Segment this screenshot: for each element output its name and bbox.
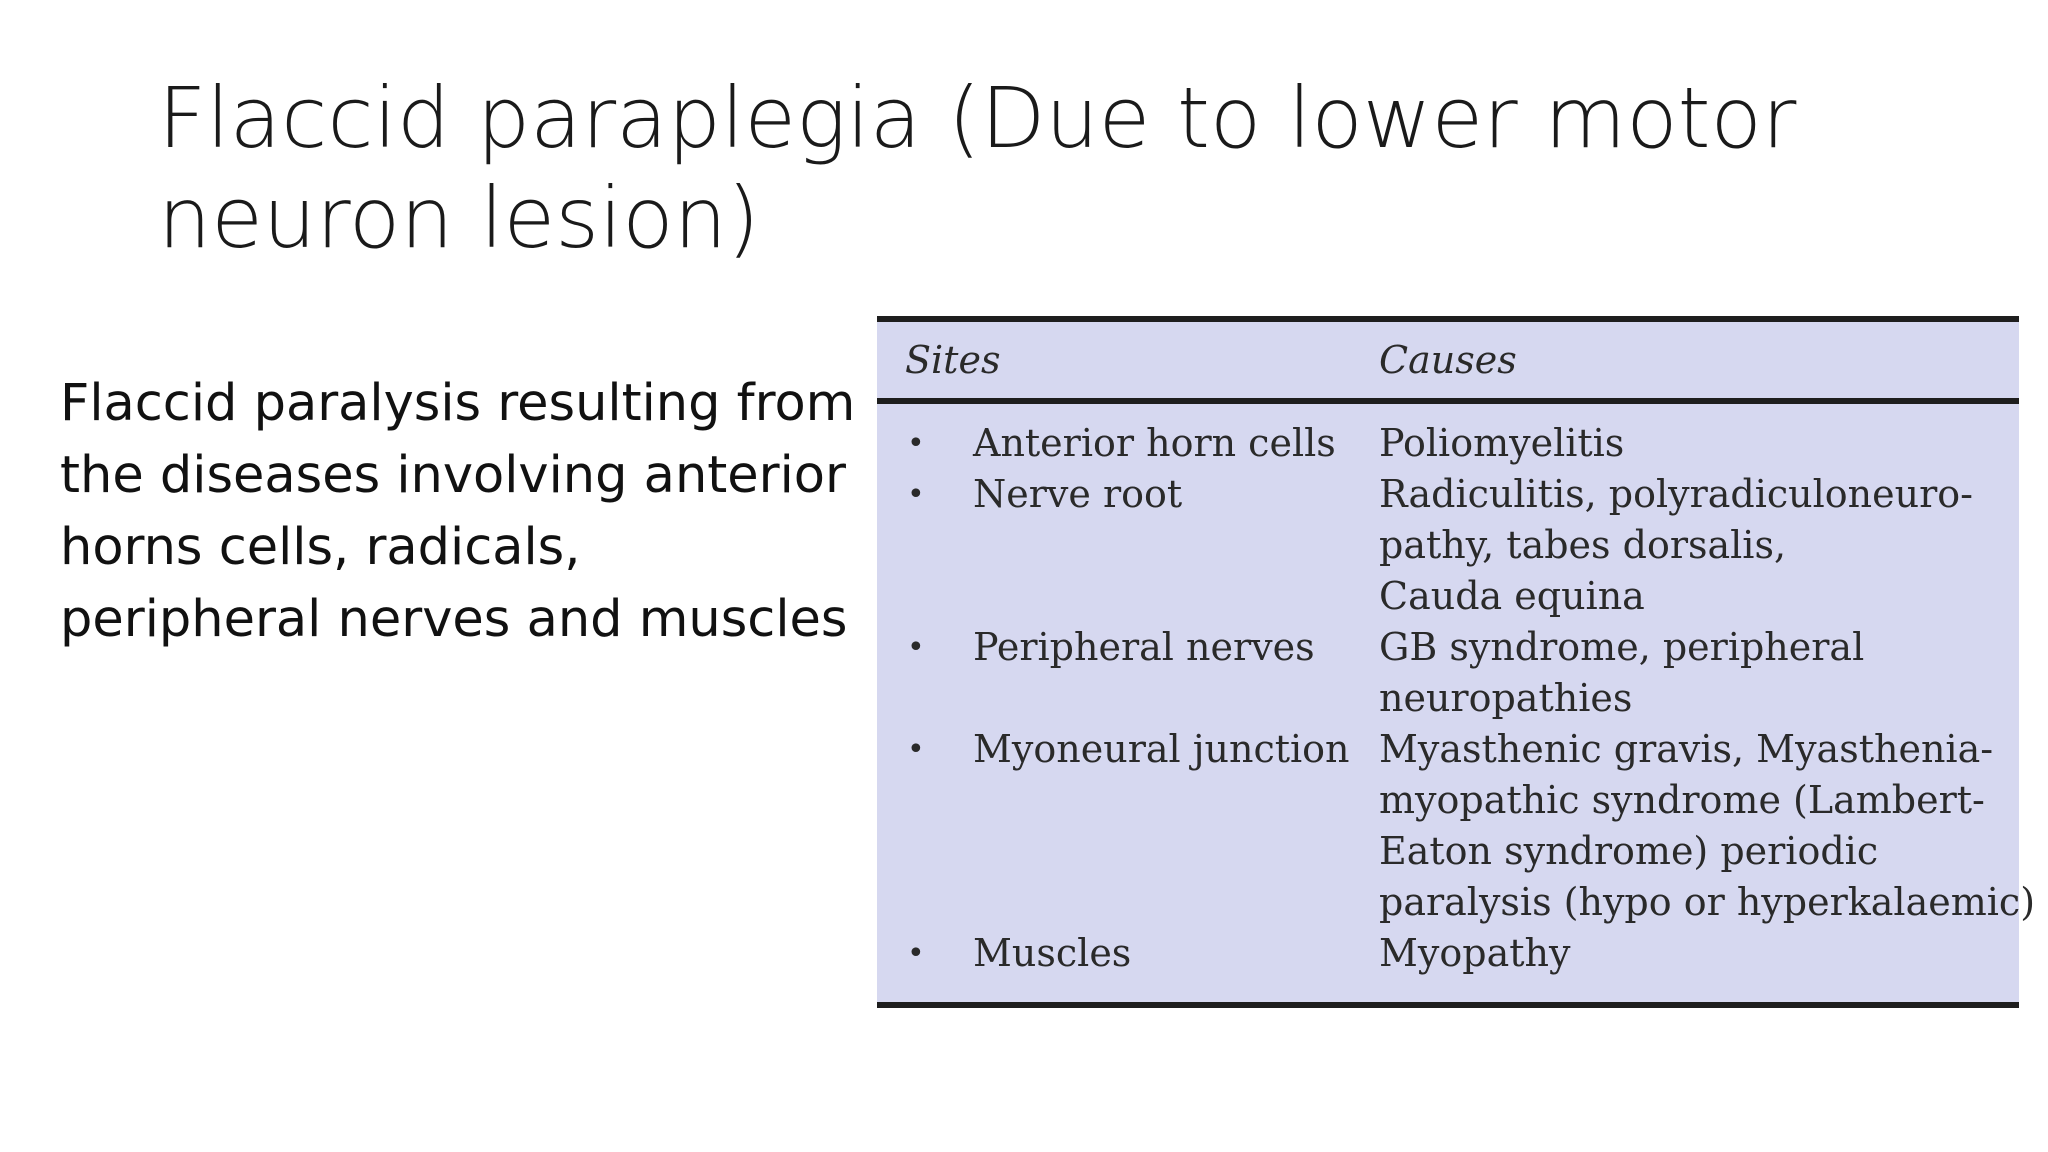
causes-line: neuropathies [1379,676,1633,720]
table-top-rule [877,316,2019,322]
bullet-icon: • [907,732,925,767]
body-line: Flaccid paralysis resulting from [60,374,856,433]
title-line: Flaccid paraplegia (Due to lower motor [158,69,1797,167]
causes-line: pathy, tabes dorsalis, [1379,523,1787,567]
table-body [877,418,2036,979]
header-causes: Causes [1379,338,1517,382]
site-cell: Nerve root [973,472,1183,516]
table-header-rule [877,398,2019,404]
causes-line: Myopathy [1379,931,1571,975]
site-cell: Peripheral nerves [973,625,1315,669]
causes-line: paralysis (hypo or hyperkalaemic) [1379,880,2036,924]
causes-line: Poliomyelitis [1379,421,1625,465]
table-bottom-rule [877,1002,2019,1008]
causes-cell [1379,469,2019,622]
table-row [877,418,2019,469]
causes-cell [1379,418,2019,469]
body-line: horns cells, radicals, [60,518,581,577]
header-sites: Sites [905,338,1001,382]
causes-line: Myasthenic gravis, Myasthenia- [1379,727,1994,771]
causes-line: GB syndrome, peripheral [1379,625,1865,669]
body-line: peripheral nerves and muscles [60,590,848,649]
causes-cell [1379,724,2035,928]
causes-line: Radiculitis, polyradiculoneuro- [1379,472,1973,516]
table-row [877,622,2019,724]
causes-line: Eaton syndrome) periodic [1379,829,1879,873]
bullet-icon: • [907,426,925,461]
body-line: the diseases involving anterior [60,446,846,505]
causes-cell [1379,928,2019,979]
table-row [877,724,2036,928]
body-text [60,368,856,656]
bullet-icon: • [907,936,925,971]
causes-cell [1379,622,2019,724]
title-line: neuron lesion) [158,169,760,267]
bullet-icon: • [907,630,925,665]
bullet-icon: • [907,477,925,512]
causes-line: myopathic syndrome (Lambert- [1379,778,1985,822]
sites-causes-table [877,316,2036,1008]
site-cell: Muscles [973,931,1132,975]
site-cell: Myoneural junction [973,727,1350,771]
causes-line: Cauda equina [1379,574,1645,618]
site-cell: Anterior horn cells [973,421,1336,465]
table-row [877,469,2019,622]
table-row [877,928,2019,979]
slide-title [158,68,1878,268]
